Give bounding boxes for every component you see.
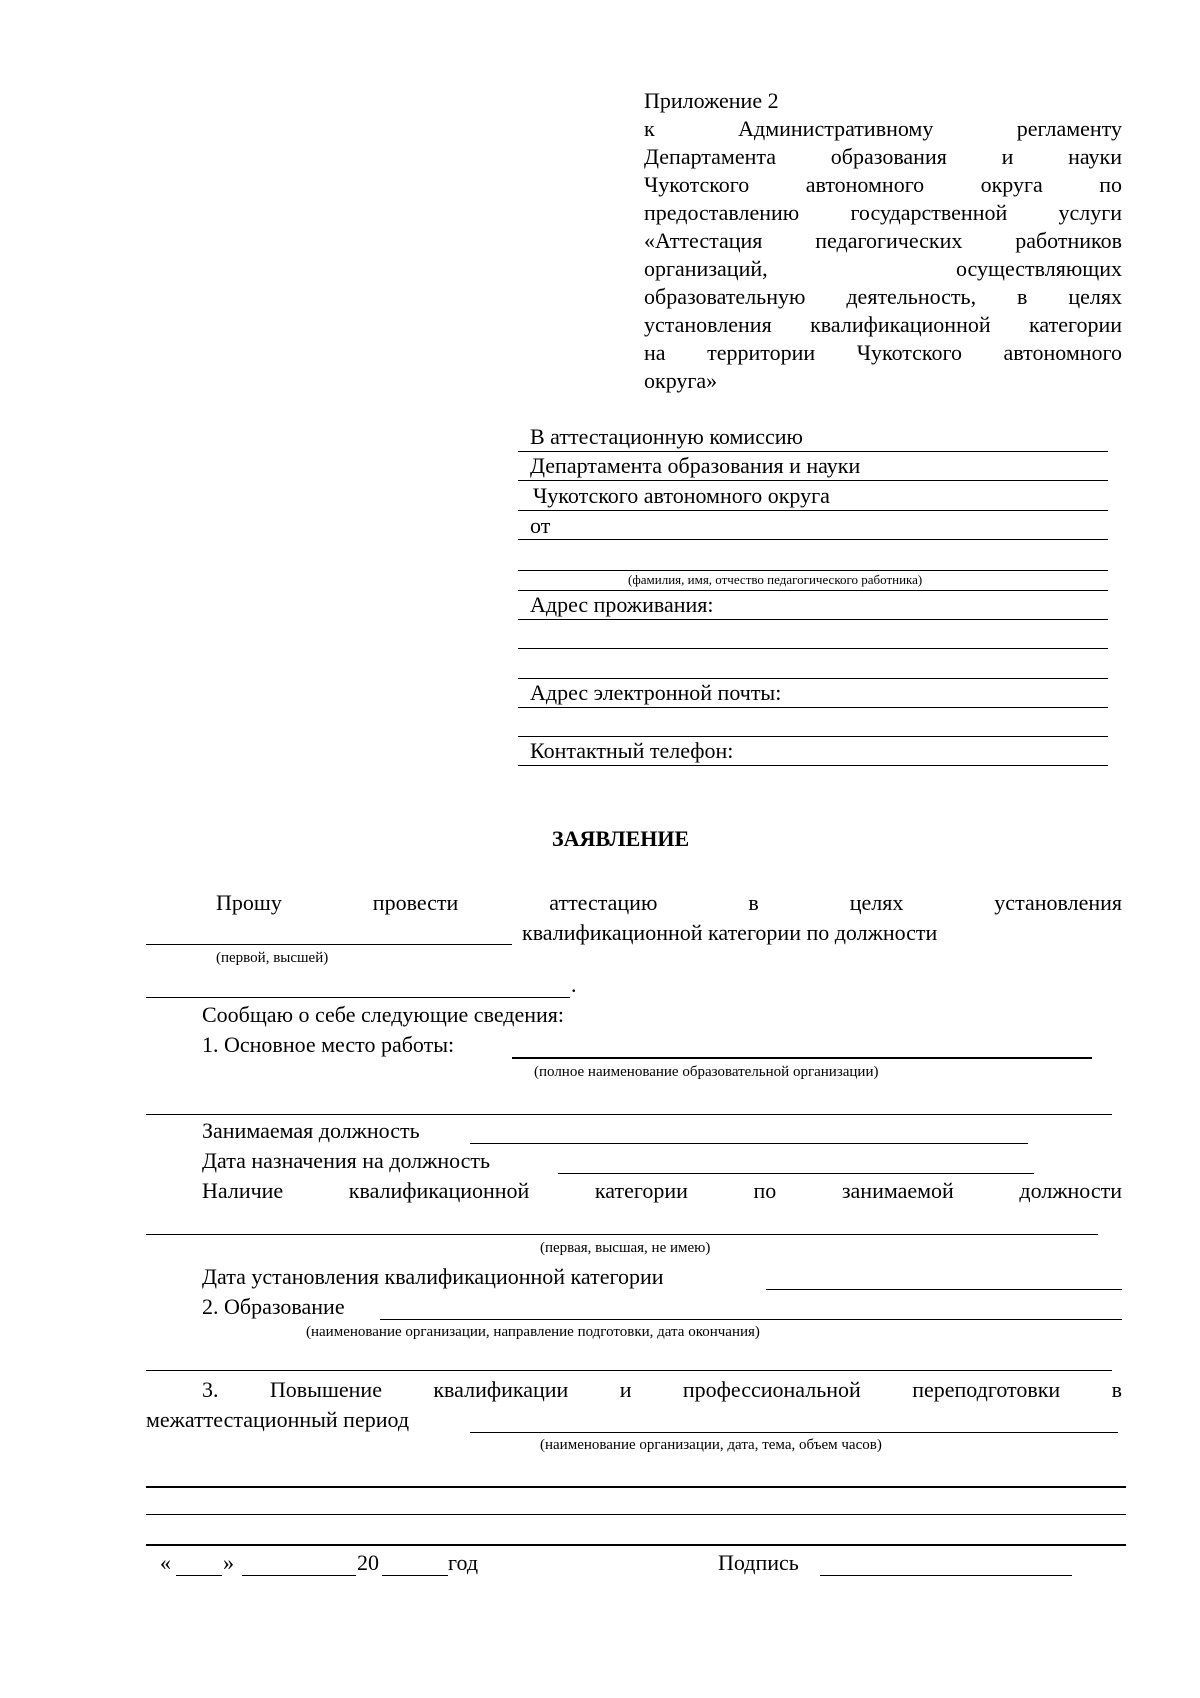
address-field-line[interactable] — [518, 648, 1108, 649]
document-title: ЗАЯВЛЕНИЕ — [552, 826, 690, 851]
category-line: Наличие квалификационной категории по занимаемой должности — [202, 1178, 1122, 1203]
education-value-line[interactable] — [380, 1319, 1122, 1320]
appendix-line: предоставлению государственной услуги — [644, 200, 1122, 225]
position-value-line[interactable] — [470, 1143, 1028, 1144]
addressee-underline — [518, 510, 1108, 511]
training-value-line-2[interactable] — [146, 1486, 1126, 1488]
appointment-label: Дата назначения на должность — [202, 1148, 491, 1173]
appendix-line: установления квалификационной категории — [644, 312, 1122, 337]
appendix-line: округа» — [644, 368, 718, 393]
address-field-line[interactable] — [518, 678, 1108, 679]
position-label: Занимаемая должность — [202, 1118, 420, 1143]
appendix-line: к Административному регламенту — [644, 116, 1122, 141]
category-date-label: Дата установления квалификационной категории — [202, 1264, 664, 1289]
appendix-line: Департамента образования и науки — [644, 144, 1122, 169]
education-label: 2. Образование — [202, 1294, 345, 1319]
training-line-2: межаттестационный период — [146, 1407, 410, 1432]
appendix-line: образовательную деятельность, в целях — [644, 284, 1122, 309]
addressee-line-1: В аттестационную комиссию — [530, 424, 803, 449]
month-field-line[interactable] — [242, 1575, 356, 1576]
day-field-line[interactable] — [176, 1575, 222, 1576]
date-quote-open: « — [160, 1550, 171, 1575]
education-caption: (наименование организации, направление подготовки, дата окончания) — [306, 1324, 760, 1340]
training-value-line-3[interactable] — [146, 1514, 1126, 1515]
appendix-line: Приложение 2 — [644, 88, 779, 113]
addressee-line-2: Департамента образования и науки — [530, 453, 861, 478]
address-field-line[interactable] — [518, 619, 1108, 620]
date-quote-close: » — [223, 1550, 234, 1575]
name-caption: (фамилия, имя, отчество педагогического работника) — [628, 572, 923, 587]
training-value-line-4[interactable] — [146, 1544, 1126, 1546]
phone-label: Контактный телефон: — [530, 738, 734, 763]
addressee-line-3: Чукотского автономного округа — [533, 483, 830, 508]
signature-label: Подпись — [718, 1550, 799, 1575]
appendix-line: «Аттестация педагогических работников — [644, 228, 1122, 253]
workplace-label: 1. Основное место работы: — [202, 1032, 455, 1057]
workplace-field-line[interactable] — [512, 1057, 1092, 1059]
request-line-2: квалификационной категории по должности — [522, 920, 938, 945]
category-value-line[interactable] — [146, 1234, 1098, 1235]
email-field-line[interactable] — [518, 736, 1108, 737]
request-line: Прошу провести аттестацию в целях установления — [216, 890, 1122, 915]
year-label: год — [448, 1550, 479, 1575]
addressee-underline — [518, 480, 1108, 481]
education-value-line-2[interactable] — [146, 1370, 1112, 1371]
appendix-line: организаций, осуществляющих — [644, 256, 1122, 281]
year-field-line[interactable] — [382, 1575, 448, 1576]
category-caption: (первой, высшей) — [216, 950, 329, 966]
appendix-line: на территории Чукотского автономного — [644, 340, 1122, 365]
from-label: от — [530, 513, 551, 538]
from-field-line[interactable] — [518, 539, 1108, 540]
workplace-caption: (полное наименование образовательной организации) — [534, 1064, 879, 1080]
category-field-line[interactable] — [146, 944, 512, 945]
training-value-line[interactable] — [470, 1432, 1118, 1433]
email-field-line[interactable] — [518, 707, 1108, 708]
position-dot: . — [571, 972, 577, 997]
address-label: Адрес проживания: — [530, 592, 714, 617]
addressee-underline — [518, 451, 1108, 452]
training-caption: (наименование организации, дата, тема, объем часов) — [540, 1437, 882, 1453]
signature-field-line[interactable] — [820, 1575, 1072, 1576]
appointment-value-line[interactable] — [558, 1173, 1034, 1174]
training-line: 3. Повышение квалификации и профессиональной переподготовки в — [202, 1377, 1122, 1402]
name-caption-underline — [518, 590, 1108, 591]
appendix-line: Чукотского автономного округа по — [644, 172, 1122, 197]
workplace-field-line-2[interactable] — [146, 1114, 1112, 1115]
position-field-line[interactable] — [146, 997, 570, 998]
category-date-line[interactable] — [766, 1289, 1122, 1290]
intro-line: Сообщаю о себе следующие сведения: — [202, 1002, 565, 1027]
email-label: Адрес электронной почты: — [530, 680, 782, 705]
category-options-caption: (первая, высшая, не имею) — [540, 1240, 711, 1256]
name-field-line[interactable] — [518, 570, 1108, 571]
year-prefix: 20 — [357, 1550, 379, 1575]
phone-field-line[interactable] — [518, 765, 1108, 766]
